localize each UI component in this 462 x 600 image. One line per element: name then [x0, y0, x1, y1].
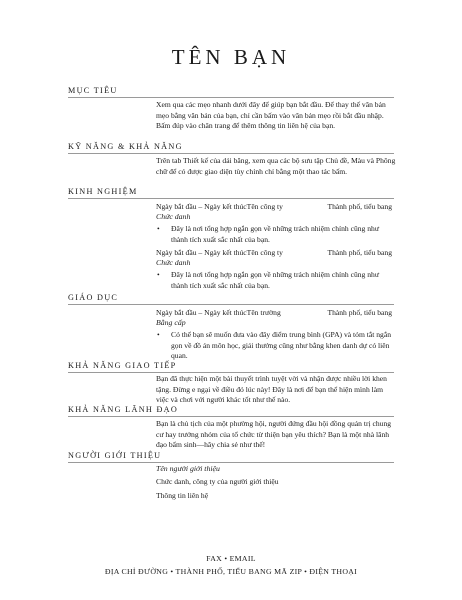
section-divider — [68, 304, 394, 305]
bullet-icon: • — [157, 330, 160, 339]
job-dates-company: Ngày bắt đầu – Ngày kết thúcTên công ty — [156, 248, 283, 257]
section-divider — [68, 416, 394, 417]
education-dates-school: Ngày bắt đầu – Ngày kết thúcTên trường — [156, 308, 281, 317]
reference-contact: Thông tin liên hệ — [156, 491, 209, 500]
job-location: Thành phố, tiểu bang — [327, 202, 392, 211]
section-heading-leadership: KHẢ NĂNG LÃNH ĐẠO — [68, 405, 179, 414]
reference-name: Tên người giới thiệu — [156, 464, 220, 473]
education-header — [156, 308, 392, 318]
job-2-header — [156, 248, 392, 258]
resume-name: TÊN BẠN — [171, 45, 291, 69]
section-heading-skills: KỸ NĂNG & KHẢ NĂNG — [68, 142, 183, 151]
education-degree: Bằng cấp — [156, 318, 186, 327]
section-divider — [68, 462, 394, 463]
bullet-text: Đây là nơi tổng hợp ngắn gọn về những trách nhiệm chính cũng như thành tích xuất sắc nhất của bạn. — [171, 270, 379, 290]
job-1-header — [156, 202, 392, 212]
job-title: Chức danh — [156, 212, 191, 221]
bullet-text: Có thể bạn sẽ muốn đưa vào đây điểm trung bình (GPA) và tóm tắt ngắn gọn về đồ án môn học, giải thưởng cũng như bằng khen danh dự có liên quan. — [171, 330, 392, 360]
section-divider — [68, 97, 394, 98]
footer-fax-email[interactable]: FAX • EMAIL — [206, 554, 256, 563]
footer-address-phone[interactable]: ĐỊA CHỈ ĐƯỜNG • THÀNH PHỐ, TIỂU BANG MÃ ZIP • ĐIỆN THOẠI — [104, 567, 358, 576]
bullet-text: Đây là nơi tổng hợp ngắn gọn về những trách nhiệm chính cũng như thành tích xuất sắc nhất của bạn. — [171, 224, 379, 244]
job-title: Chức danh — [156, 258, 191, 267]
education-location: Thành phố, tiểu bang — [327, 308, 392, 317]
job-dates-company: Ngày bắt đầu – Ngày kết thúcTên công ty — [156, 202, 283, 211]
section-divider — [68, 198, 394, 199]
skills-text: Trên tab Thiết kế của dải băng, xem qua các bộ sưu tập Chủ đề, Màu và Phông chữ để có được giao diện tùy chỉnh chỉ bằng một thao tác bấm. — [156, 156, 396, 176]
section-divider — [68, 372, 394, 373]
section-heading-communication: KHẢ NĂNG GIAO TIẾP — [68, 361, 177, 370]
bullet-icon: • — [157, 270, 160, 279]
section-heading-education: GIÁO DỤC — [68, 293, 119, 302]
section-heading-objective: MỤC TIÊU — [68, 86, 118, 95]
section-heading-references: NGƯỜI GIỚI THIỆU — [68, 451, 162, 460]
section-heading-experience: KINH NGHIỆM — [68, 187, 138, 196]
section-divider — [68, 153, 394, 154]
bullet-icon: • — [157, 224, 160, 233]
communication-text: Bạn đã thực hiện một bài thuyết trình tuyệt vời và nhận được nhiều lời khen tặng. Đừng e ngại về điều đó lúc này! Đây là nơi để bạn thể hiện mình làm việc và chơi với người khác tốt như thế nào. — [156, 374, 387, 404]
reference-title-company: Chức danh, công ty của người giới thiệu — [156, 477, 279, 486]
leadership-text: Bạn là chủ tịch của một phường hội, người đứng đầu hội đồng quản trị chung cư hay trưởng nhóm của tổ chức từ thiện bạn yêu thích? Bạn là một nhà lãnh đạo bẩm sinh—hãy chia sẻ như thế! — [156, 419, 392, 449]
job-location: Thành phố, tiểu bang — [327, 248, 392, 257]
objective-text: Xem qua các mẹo nhanh dưới đây để giúp bạn bắt đầu. Để thay thế văn bản mẹo bằng văn bản của bạn, chỉ cần bấm vào văn bản mẹo rồi bắt đầu nhập. Bấm đúp vào chân trang để thêm thông tin liên hệ của bạn. — [156, 100, 386, 130]
